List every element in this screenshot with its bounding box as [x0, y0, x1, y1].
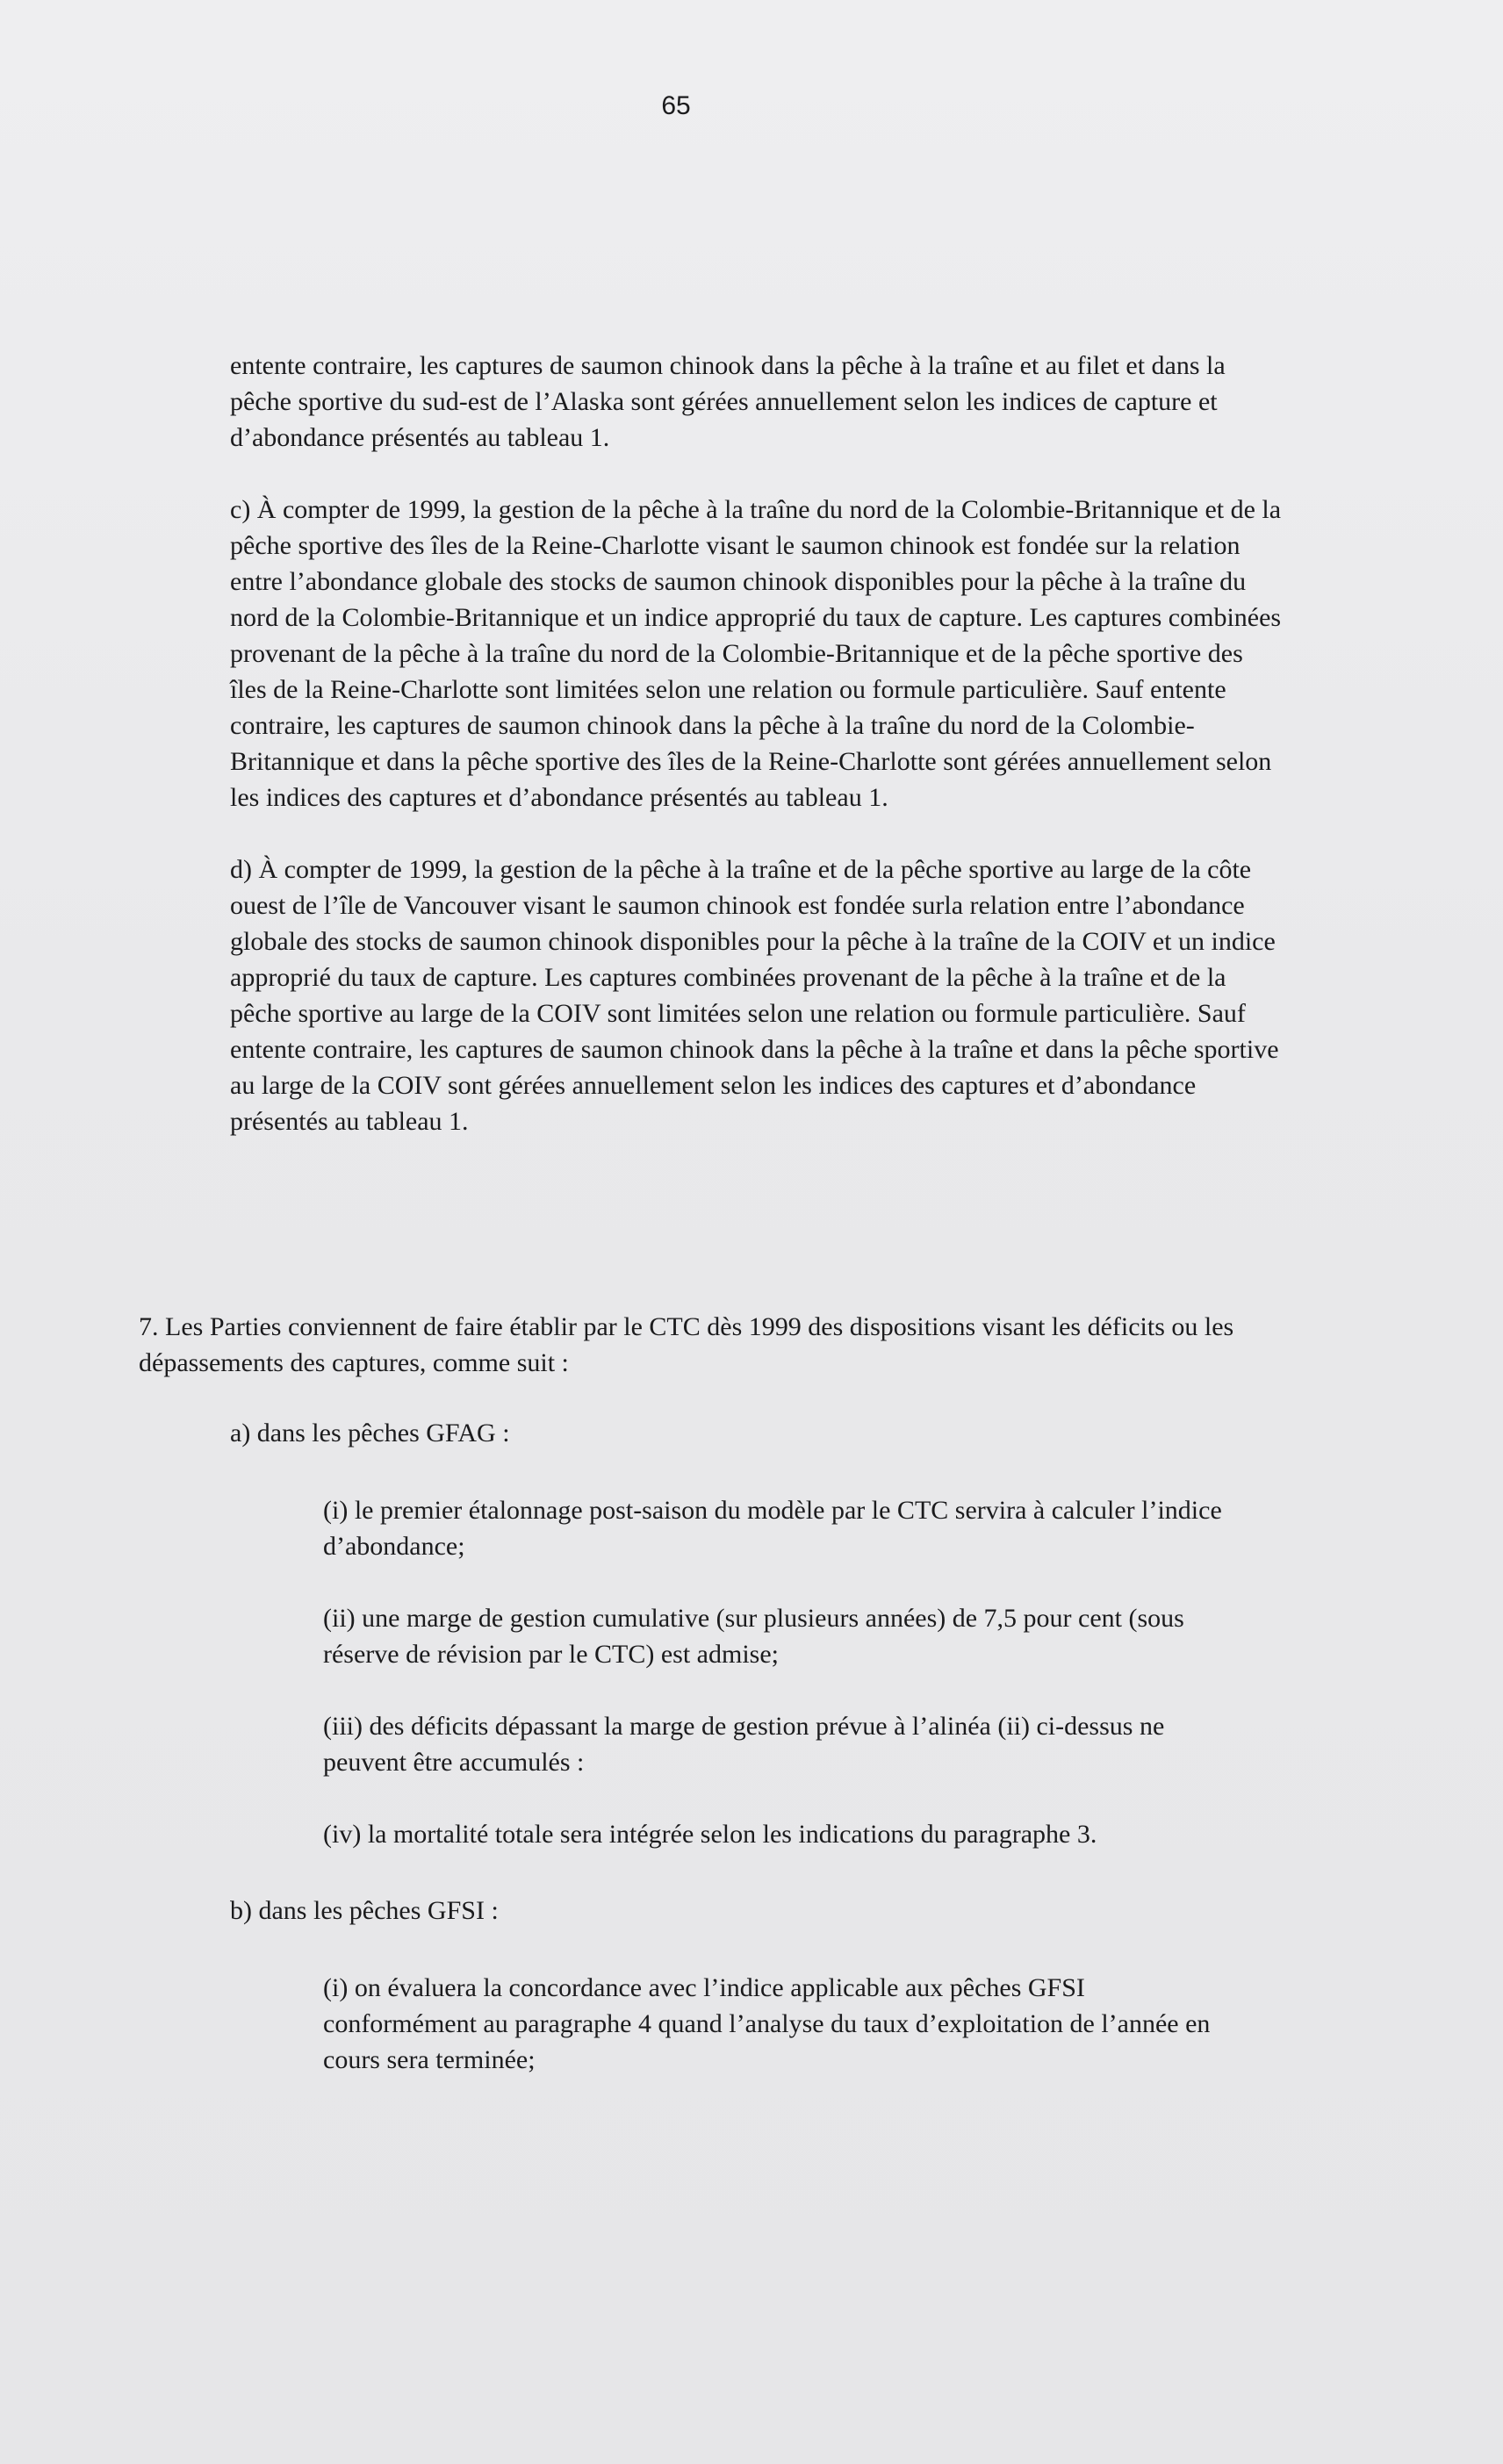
subsection-a-item-iv: (iv) la mortalité totale sera intégrée selon les indications du paragraphe 3. — [323, 1820, 1097, 1849]
subsection-a — [230, 1415, 1196, 1451]
subsection-b-item-i: (i) on évaluera la concordance avec l’indice applicable aux pêches GFSI conformément au paragraphe 4 quand l’analyse du taux d’exploitation de l’année en cours sera terminée; — [323, 1973, 1211, 2074]
subsection-a-items — [323, 1492, 1236, 1852]
subsection-b — [230, 1893, 1196, 1929]
item-7 — [139, 1309, 1280, 1381]
subsection-b-heading: b) dans les pêches GFSI : — [230, 1896, 499, 1925]
main-text-block — [230, 348, 1284, 1139]
subsection-a-item-ii: (ii) une marge de gestion cumulative (sur plusieurs années) de 7,5 pour cent (sous réserve de révision par le CTC) est admise; — [323, 1604, 1184, 1669]
subsection-a-heading: a) dans les pêches GFAG : — [230, 1419, 510, 1448]
paragraph-c: c) À compter de 1999, la gestion de la pêche à la traîne du nord de la Colombie-Britannique et de la pêche sportive des îles de la Reine-Charlotte visant le saumon chinook est fondée sur la relation entre l’abondance globale des stocks de saumon chinook disponibles pour la pêche à la traîne du nord de la Colombie-Britannique et un indice approprié du taux de capture. Les captures combinées provenant de la pêche à la traîne du nord de la Colombie-Britannique et de la pêche sportive des îles de la Reine-Charlotte sont limitées selon une relation ou formule particulière. Sauf entente contraire, les captures de saumon chinook dans la pêche à la traîne du nord de la Colombie-Britannique et dans la pêche sportive des îles de la Reine-Charlotte sont gérées annuellement selon les indices des captures et d’abondance présentés au tableau 1. — [230, 495, 1282, 812]
subsection-b-items — [323, 1970, 1236, 2078]
item-7-text: 7. Les Parties conviennent de faire établir par le CTC dès 1999 des dispositions visant les déficits ou les dépassements des captures, comme suit : — [139, 1312, 1234, 1377]
subsection-a-item-i: (i) le premier étalonnage post-saison du modèle par le CTC servira à calculer l’indice d’abondance; — [323, 1496, 1222, 1561]
intro-paragraph: entente contraire, les captures de saumon chinook dans la pêche à la traîne et au filet et dans la pêche sportive du sud-est de l’Alaska sont gérées annuellement selon les indices de capture et d’abondance présentés au tableau 1. — [230, 351, 1226, 452]
paragraph-d: d) À compter de 1999, la gestion de la pêche à la traîne et de la pêche sportive au large de la côte ouest de l’île de Vancouver visant le saumon chinook est fondée surla relation entre l’abondance globale des stocks de saumon chinook disponibles pour la pêche à la traîne de la COIV et un indice approprié du taux de capture. Les captures combinées provenant de la pêche à la traîne et de la pêche sportive au large de la COIV sont limitées selon une relation ou formule particulière. Sauf entente contraire, les captures de saumon chinook dans la pêche à la traîne et dans la pêche sportive au large de la COIV sont gérées annuellement selon les indices des captures et d’abondance présentés au tableau 1. — [230, 855, 1279, 1136]
subsection-a-item-iii: (iii) des déficits dépassant la marge de gestion prévue à l’alinéa (ii) ci-dessus ne peuvent être accumulés : — [323, 1712, 1165, 1777]
page-number: 65 — [661, 91, 691, 120]
